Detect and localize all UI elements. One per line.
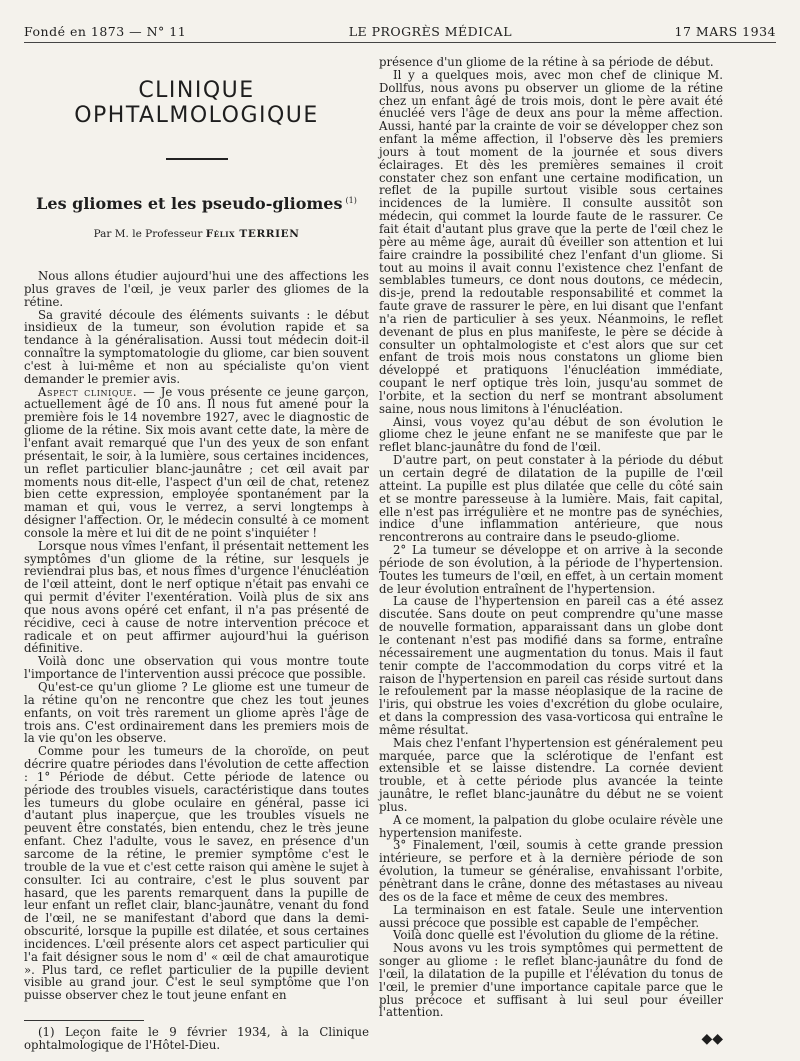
journal-name: LE PROGRÈS MÉDICAL <box>348 24 513 39</box>
paragraph: Qu'est-ce qu'un gliome ? Le gliome est une tumeur de la rétine qu'on ne rencontre que chez les tout jeunes enfants, on voit très rarement un gliome après l'âge de trois ans. C'est ordinairement dans les premiers mois de la vie qu'on les observe. <box>24 680 369 746</box>
paragraph: Lorsque nous vîmes l'enfant, il présentait nettement les symptômes d'un gliome de la rétine, sur lesquels je reviendrai plus bas, et nous fîmes d'urgence l'énucléation de l'œil atteint, dont le nerf optique n'était pas envahi ce qui permit d'éviter l'exentération. Voilà plus de six ans que nous avons opéré cet enfant, il n'a pas présenté de récidive, ceci à cause de notre intervention précoce et radicale et on peut affirmer aujourd'hui la guérison définitive. <box>24 538 369 656</box>
founded-issue: Fondé en 1873 — N° 11 <box>24 24 187 39</box>
byline-prefix: Par M. le Professeur <box>93 228 203 240</box>
paragraph: Voilà donc une observation qui vous montre toute l'importance de l'intervention aussi précoce que possible. <box>24 654 369 682</box>
paragraph: A ce moment, la palpation du globe oculaire révèle une hypertension manifeste. <box>379 812 723 840</box>
paragraph: Nous avons vu les trois symptômes qui permettent de songer au gliome : le reflet blanc-jaunâtre du fond de l'œil, la dilatation de la pupille et l'élévation du tonus de l'œil, le premier d'une importance capitale parce que le plus précoce et suffisant à lui seul pour éveiller l'attention. <box>379 941 723 1020</box>
paragraph: D'autre part, on peut constater à la période du début un certain degré de dilatation de la pupille de l'œil atteint. La pupille est plus dilatée que celle du côté sain et se montre paresseuse à la lumière. Mais, fait capital, elle n'est pas irrégulière et ne montre pas de synéchies, indice d'une inflammation antérieure, que nous rencontrerons au contraire dans le pseudo-gliome. <box>379 453 723 545</box>
footnote: (1) Leçon faite le 9 février 1934, à la Clinique ophtalmologique de l'Hôtel-Dieu. <box>24 1025 369 1052</box>
paragraph: présence d'un gliome de la rétine à sa période de début. <box>379 55 714 69</box>
paragraph: Ainsi, vous voyez qu'au début de son évolution le gliome chez le jeune enfant ne se manifeste que par le reflet blanc-jaunâtre du fond de l'œil. <box>379 414 723 455</box>
paragraph-text: Je vous présente ce jeune garçon, actuellement âgé de 10 ans. Il nous fut amené pour la première fois le 14 novembre 1927, avec le diagnostic de gliome de la rétine. Six mois avant cette date, la mère de l'enfant avait remarqué que l'un des yeux de son enfant présentait, le soir, à la lumière, sous certaines incidences, un reflet particulier blanc-jaunâtre ; cet œil avait par moments nous dit-elle, l'aspect d'un œil de chat, retenez bien cette expression, employée spontanément par la maman et qui, vous le verrez, a servi longtemps à désigner l'affection. Or, le médecin consulté à ce moment console la mère et lui dit de ne point s'inquiéter ! <box>24 384 369 540</box>
paragraph: 3° Finalement, l'œil, soumis à cette grande pression intérieure, se perfore et à la dernière période de son évolution, la tumeur se généralise, envahissant l'orbite, pénètrant dans le crâne, donne des métastases au niveau des os de la face et même de ceux des membres. <box>379 838 723 904</box>
right-column <box>379 56 723 1047</box>
byline <box>24 228 369 240</box>
left-column <box>24 56 369 1052</box>
paragraph: Comme pour les tumeurs de la choroïde, on peut décrire quatre périodes dans l'évolution de cette affection : 1° Période de début. Cette période de latence ou période des troubles visuels, caractéristique dans toutes les tumeurs du globe oculaire en général, passe ici d'autant plus inaperçue, que les troubles visuels ne peuvent être constatés, bien entendu, chez le très jeune enfant. Chez l'adulte, vous le savez, en présence d'un sarcome de la rétine, le premier symptôme c'est le trouble de la vue et c'est cette raison qui amène le sujet à consulter. Ici au contraire, c'est le plus souvent par hasard, que les parents remarquent dans la pupille de leur enfant un reflet clair, blanc-jaunâtre, venant du fond de l'œil, ne se manifestant d'abord que dans la demi-obscurité, lorsque la pupille est dilatée, et sous certaines incidences. L'œil présente alors cet aspect particulier qui l'a fait désigner sous le nom d' « œil de chat amaurotique ». Plus tard, ce reflet particulier de la pupille devient visible au grand jour. C'est le seul symptôme que l'on puisse observer chez le tout jeune enfant en <box>24 744 369 1003</box>
article-title <box>24 194 369 213</box>
paragraph: La terminaison en est fatale. Seule une intervention aussi précoce que possible est capable de l'empêcher. <box>379 902 723 930</box>
paragraph: 2° La tumeur se développe et on arrive à la seconde période de son évolution, à la période de l'hypertension. Toutes les tumeurs de l'œil, en effet, à un certain moment de leur évolution entraînent de l'hypertension. <box>379 543 723 596</box>
paragraph: Sa gravité découle des éléments suivants : le début insidieux de la tumeur, son évolution rapide et sa tendance à la généralisation. Aussi tout médecin doit-il connaître la symptomatologie du gliome, car bien souvent c'est à lui-même et non au spécialiste qu'on vient demander le premier avis. <box>24 307 369 386</box>
article-title-text: Les gliomes et les pseudo-gliomes <box>36 194 343 213</box>
title-rule <box>166 158 228 160</box>
running-head <box>24 24 776 43</box>
section-rubric: CLINIQUE OPHTALMOLOGIQUE <box>74 78 319 128</box>
paragraph: La cause de l'hypertension en pareil cas a été assez discutée. Sans doute on peut comprendre qu'une masse de nouvelle formation, apparaissant dans un globe dont le contenant n'est pas modifié dans sa forme, entraîne nécessairement une augmentation du tonus. Mais il faut tenir compte de l'accommodation du corps vitré et la raison de l'hypertension en pareil cas réside surtout dans le refoulement par la masse néoplasique de la racine de l'iris, qui obstrue les voies d'excrétion du globe oculaire, et dans la compression des vasa-vorticosa qui entraîne le même résultat. <box>379 594 723 737</box>
paragraph: Mais chez l'enfant l'hypertension est généralement peu marquée, parce que la sclérotique de l'enfant est extensible et se laisse distendre. La cornée devient trouble, et à cette période plus avancée la teinte jaunâtre, le reflet blanc-jaunâtre du début ne se voient plus. <box>379 735 723 814</box>
paragraph: Voilà donc quelle est l'évolution du gliome de la rétine. <box>393 928 719 943</box>
issue-date: 17 MARS 1934 <box>674 24 776 39</box>
footnote-marker: (1) <box>345 195 357 205</box>
author-name: Félix TERRIEN <box>205 228 300 240</box>
section-label: Aspect clinique. — <box>38 384 156 399</box>
end-ornament: ◆◆ <box>701 1031 723 1048</box>
footnote-rule <box>24 1020 144 1021</box>
paragraph: Il y a quelques mois, avec mon chef de clinique M. Dollfus, nous avons pu observer un gliome de la rétine chez un enfant âgé de trois mois, dont le père avait été énucléé vers l'âge de deux ans pour la même affection. Aussi, hanté par la crainte de voir se développer chez son enfant la même affection, il l'observe dès les premiers jours à tout moment de la journée et sous divers éclairages. Et dès les premières semaines il croit constater chez son enfant une certaine modification, un reflet de la pupille surtout visible sous certaines incidences de la lumière. Il consulte aussitôt son médecin, qui commet la lourde faute de le rassurer. Ce fait était d'autant plus grave que la perte de l'œil chez le père au même âge, aurait dû éveiller son attention et lui faire craindre la possibilité chez l'enfant d'un gliome. Si tout au moins il avait connu l'existence chez l'enfant de semblables tumeurs, ce dont nous doutons, ce médecin, dis-je, prend la redoutable responsabilité et commet la faute grave de rassurer le père, en lui disant que l'enfant n'a rien de particulier à ses yeux. Néanmoins, le reflet devenant de plus en plus manifeste, le père se décide à consulter un ophtalmologiste et c'est alors que sur cet enfant de trois mois nous constatons un gliome bien développé et pratiquons l'énucléation immédiate, coupant le nerf optique très loin, jusqu'au sommet de l'orbite, et la section du nerf se montrant absolument saine, nous nous limitons à l'énucléation. <box>379 67 723 416</box>
paragraph <box>24 386 369 540</box>
paragraph: Nous allons étudier aujourd'hui une des affections les plus graves de l'œil, je veux parler des gliomes de la rétine. <box>24 269 369 309</box>
